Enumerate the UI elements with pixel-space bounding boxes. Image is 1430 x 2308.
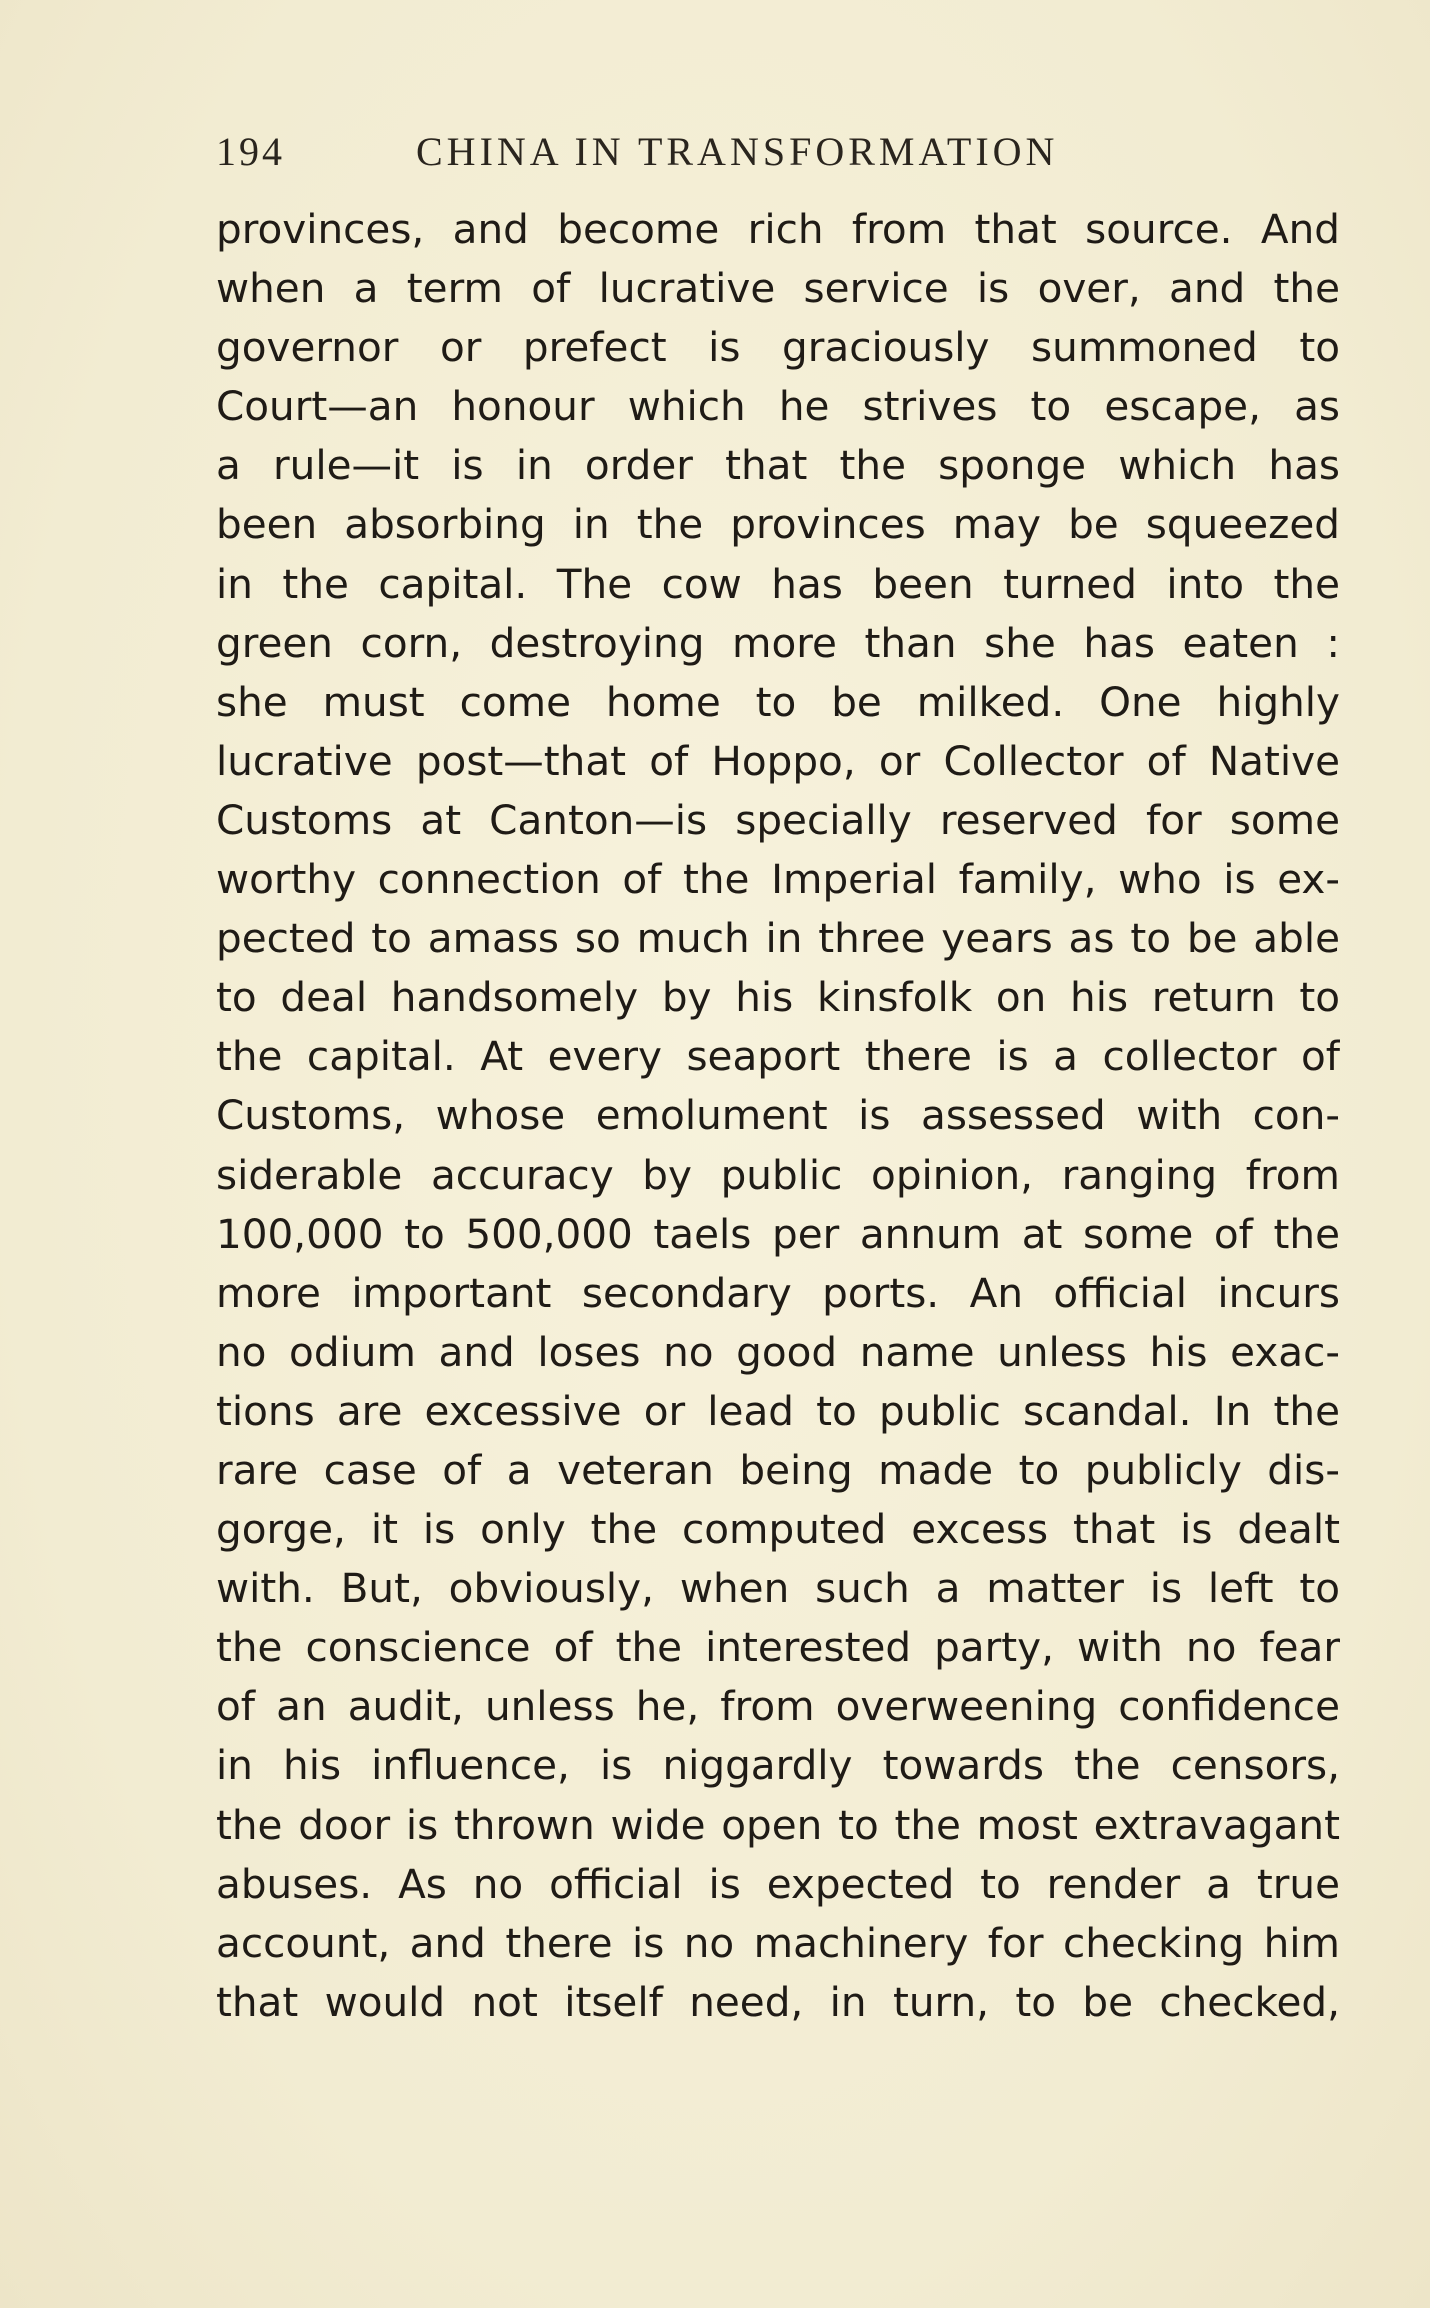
text-line: when a term of lucrative service is over, and the [216, 264, 1340, 313]
body-text [216, 200, 1340, 2032]
text-line: more important secondary ports. An official incurs [216, 1268, 1340, 1317]
text-line: account, and there is no machinery for checking him [216, 1918, 1340, 1967]
text-line: Customs at Canton—is specially reserved for some [216, 795, 1340, 844]
text-line: Court—an honour which he strives to escape, as [216, 382, 1340, 431]
text-line: been absorbing in the provinces may be squeezed [216, 500, 1340, 549]
text-line: tions are excessive or lead to public scandal. In the [216, 1386, 1340, 1435]
text-line: Customs, whose emolument is assessed with con- [216, 1091, 1340, 1140]
text-line: no odium and loses no good name unless his exac- [216, 1327, 1340, 1376]
text-line: with. But, obviously, when such a matter is left to [216, 1564, 1340, 1613]
running-title: CHINA IN TRANSFORMATION [416, 129, 1059, 174]
text-line: in his influence, is niggardly towards the censors, [216, 1741, 1340, 1790]
text-line: gorge, it is only the computed excess that is dealt [216, 1505, 1340, 1554]
text-line: a rule—it is in order that the sponge which has [216, 441, 1340, 490]
text-line: in the capital. The cow has been turned into the [216, 559, 1340, 608]
text-line: provinces, and become rich from that source. And [216, 205, 1340, 253]
text-line: to deal handsomely by his kinsfolk on his return to [216, 973, 1340, 1022]
text-line: rare case of a veteran being made to publicly dis- [216, 1445, 1340, 1494]
text-line: abuses. As no official is expected to render a true [216, 1859, 1340, 1908]
text-line: that would not itself need, in turn, to be checked, [216, 1977, 1340, 2026]
page-header [216, 128, 1226, 188]
text-line: 100,000 to 500,000 taels per annum at some of the [216, 1209, 1340, 1258]
text-line: of an audit, unless he, from overweening confidence [216, 1682, 1340, 1731]
text-line: the door is thrown wide open to the most extravagant [216, 1800, 1340, 1849]
text-line: lucrative post—that of Hoppo, or Collector of Native [216, 736, 1340, 785]
text-line: pected to amass so much in three years as to be able [216, 914, 1340, 963]
text-line: the capital. At every seaport there is a collector of [216, 1032, 1340, 1081]
text-line: green corn, destroying more than she has eaten : [216, 618, 1340, 667]
text-line: the conscience of the interested party, with no fear [216, 1623, 1340, 1672]
text-line: siderable accuracy by public opinion, ranging from [216, 1150, 1340, 1199]
text-line: she must come home to be milked. One highly [216, 677, 1340, 726]
text-line: worthy connection of the Imperial family, who is ex- [216, 855, 1340, 904]
text-line: governor or prefect is graciously summoned to [216, 323, 1340, 372]
page-number: 194 [216, 129, 285, 174]
